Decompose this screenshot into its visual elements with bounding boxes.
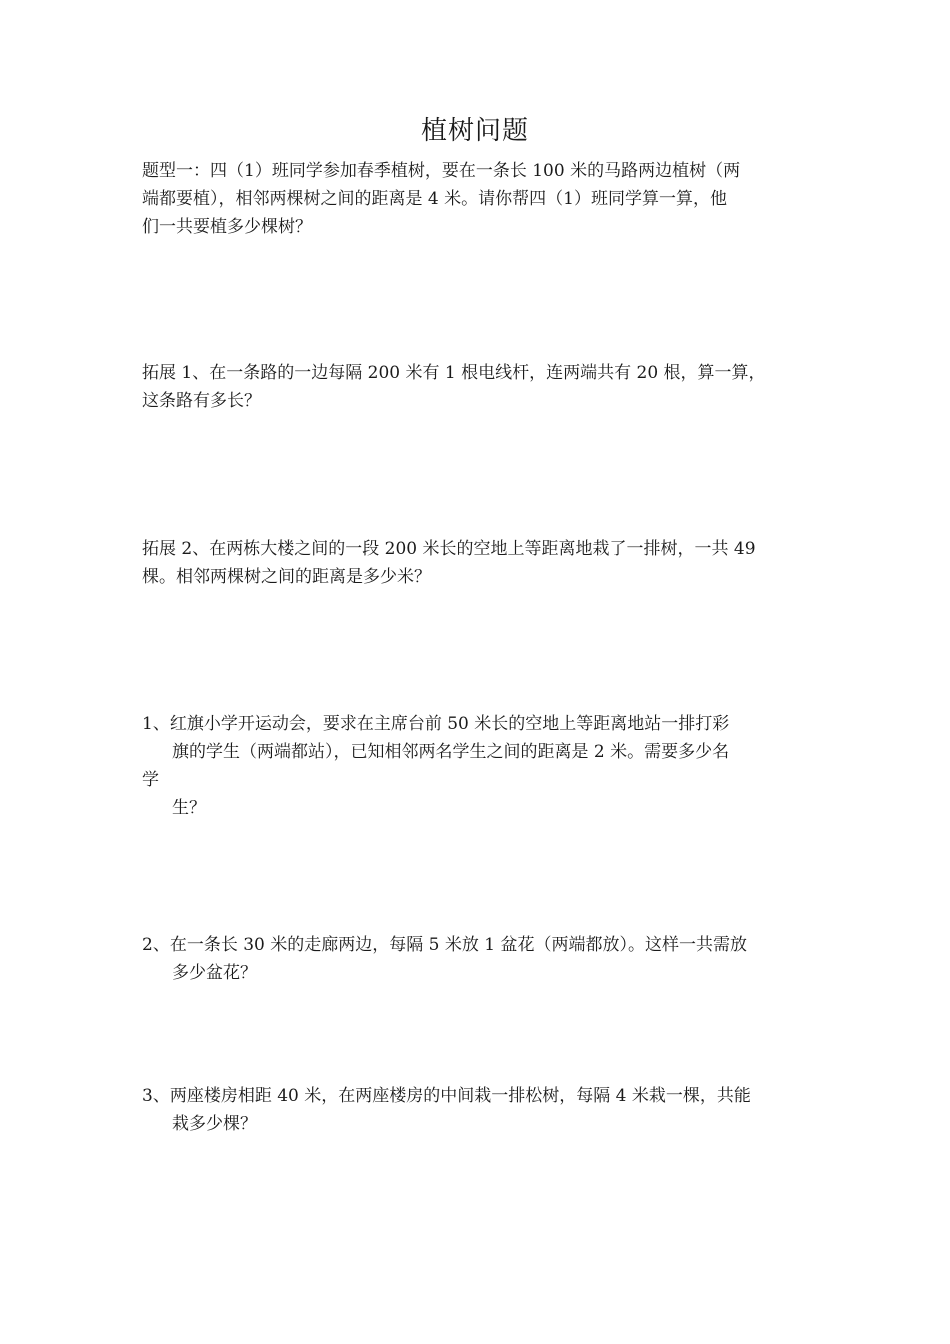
page-title: 植树问题: [420, 116, 529, 146]
exercise-3: [142, 1082, 832, 1138]
extension-1-line-1: 拓展 1、在一条路的一边每隔 200 米有 1 根电线杆，连两端共有 20 根，算一算，: [142, 363, 766, 383]
exercise-3-line-2: 栽多少棵？: [172, 1114, 257, 1134]
problem-type-1-line-3: 们一共要植多少棵树？: [142, 217, 312, 237]
exercise-1-line-2: 旗的学生（两端都站），已知相邻两名学生之间的距离是 2 米。需要多少名: [172, 742, 730, 762]
exercise-1-line-1: 1、红旗小学开运动会，要求在主席台前 50 米长的空地上等距离地站一排打彩: [142, 714, 730, 734]
exercise-1-line-3: 学: [142, 770, 159, 790]
extension-1-line-2: 这条路有多长？: [142, 391, 261, 411]
extension-2-line-2: 棵。相邻两棵树之间的距离是多少米？: [142, 567, 431, 587]
problem-type-1-line-2: 端都要植），相邻两棵树之间的距离是 4 米。请你帮四（1）班同学算一算，他: [142, 189, 727, 209]
extension-2: [142, 535, 832, 591]
exercise-2-line-1: 2、在一条长 30 米的走廊两边，每隔 5 米放 1 盆花（两端都放）。这样一共需放: [142, 935, 748, 955]
exercise-1-line-4: 生？: [172, 798, 206, 818]
exercise-2-line-2: 多少盆花？: [172, 963, 257, 983]
extension-2-line-1: 拓展 2、在两栋大楼之间的一段 200 米长的空地上等距离地栽了一排树，一共 49: [142, 539, 756, 559]
extension-1: [142, 359, 832, 415]
problem-type-1: [142, 157, 832, 241]
exercise-1: [142, 710, 832, 822]
exercise-2: [142, 931, 832, 987]
problem-type-1-line-1: 题型一：四（1）班同学参加春季植树，要在一条长 100 米的马路两边植树（两: [142, 161, 741, 181]
exercise-3-line-1: 3、两座楼房相距 40 米，在两座楼房的中间栽一排松树，每隔 4 米栽一棵，共能: [142, 1086, 751, 1106]
